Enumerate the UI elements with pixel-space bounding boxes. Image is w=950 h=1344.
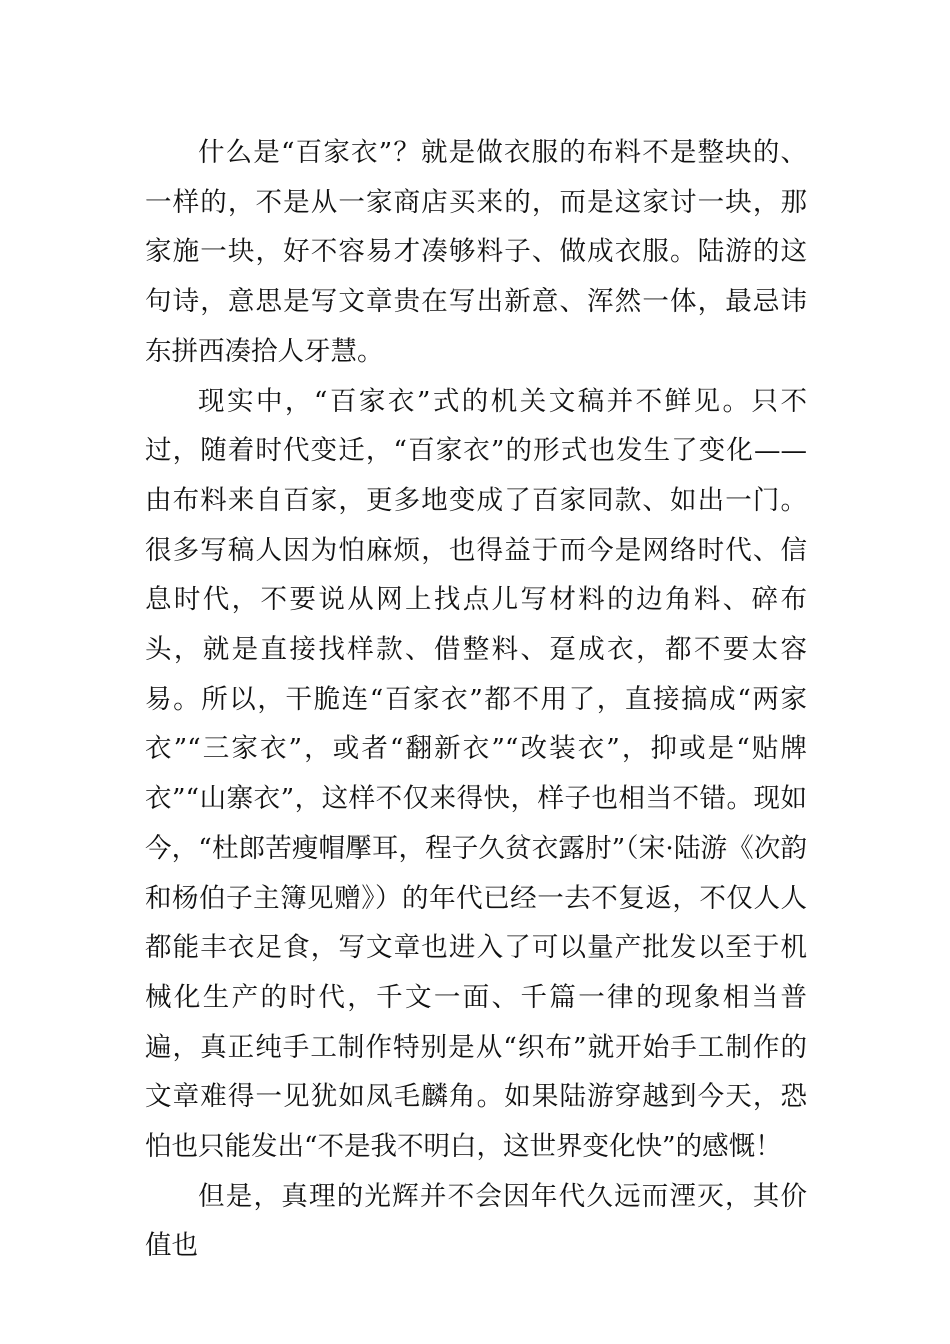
document-body <box>145 128 807 1271</box>
paragraph-2: 现实中，“百家衣”式的机关文稿并不鲜见。只不过，随着时代变迁，“百家衣”的形式也发生了变化——由布料来自百家，更多地变成了百家同款、如出一门。很多写稿人因为怕麻烦，也得益于而今是网络时代、信息时代，不要说从网上找点儿写材料的边角料、碎布头，就是直接找样款、借整料、趸成衣，都不要太容易。所以，干脆连“百家衣”都不用了，直接搞成“两家衣”“三家衣”，或者“翻新衣”“改装衣”，抑或是“贴牌衣”“山寨衣”，这样不仅来得快，样子也相当不错。现如今，“杜郎苦瘦帽擪耳，程子久贫衣露肘”（宋·陆游《次韵和杨伯子主簿见赠》）的年代已经一去不复返，不仅人人都能丰衣足食，写文章也进入了可以量产批发以至于机械化生产的时代，千文一面、千篇一律的现象相当普遍，真正纯手工制作特别是从“织布”就开始手工制作的文章难得一见犹如凤毛麟角。如果陆游穿越到今天，恐怕也只能发出“不是我不明白，这世界变化快”的感慨！ <box>145 385 807 1163</box>
paragraph-1: 什么是“百家衣”？就是做衣服的布料不是整块的、一样的，不是从一家商店买来的，而是这家讨一块，那家施一块，好不容易才凑够料子、做成衣服。陆游的这句诗，意思是写文章贵在写出新意、浑然一体，最忌讳东拼西凑拾人牙慧。 <box>145 137 807 367</box>
paragraph-3: 但是，真理的光辉并不会因年代久远而湮灭，其价值也 <box>145 1180 807 1262</box>
